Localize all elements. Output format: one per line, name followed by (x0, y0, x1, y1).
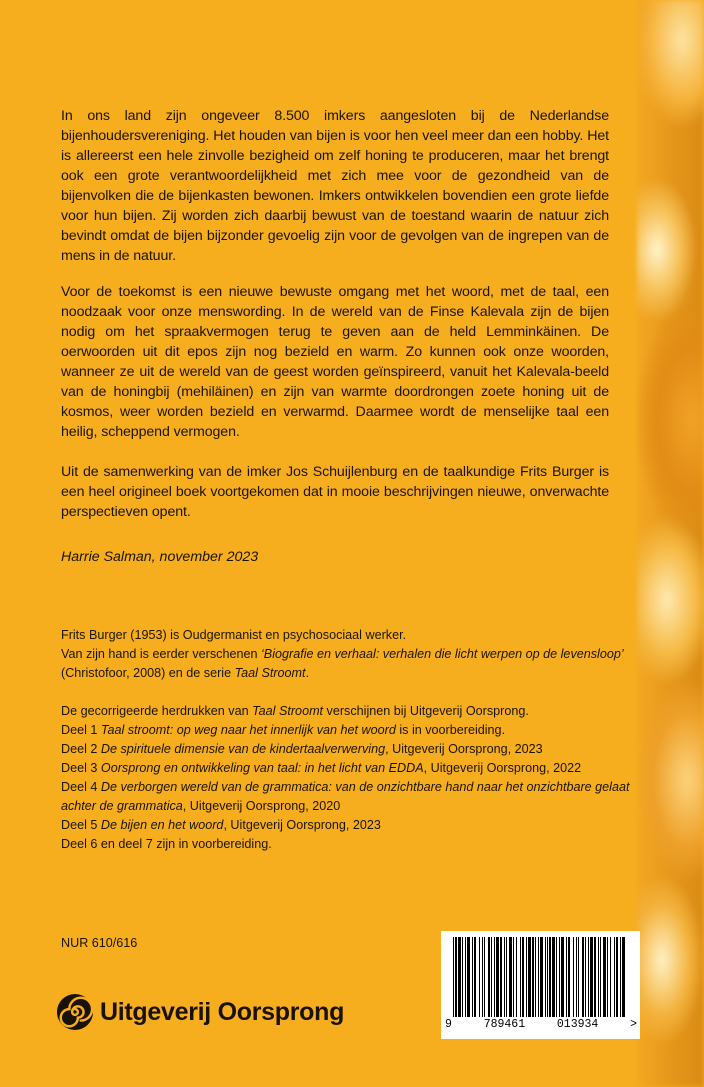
author-bio (61, 626, 630, 854)
barcode-bar (504, 937, 505, 1017)
barcode-bar (526, 937, 527, 1017)
series-item: Deel 4 De verborgen wereld van de grammatica: van de onzichtbare hand naar het onzichtbare gelaat (61, 780, 630, 794)
barcode-bar (462, 937, 463, 1017)
bio-line: (Christofoor, 2008) en de serie Taal Stroomt. (61, 666, 310, 680)
blurb-paragraph-1: In ons land zijn ongeveer 8.500 imkers aangesloten bij de Nederlandse bijenhoudersvereniging. Het houden van bijen is voor hen veel meer dan een hobby. Het is allereerst een hele zinvolle bezigheid om zelf honing te produceren, maar het brengt ook een grote verantwoordelijkheid met zich mee voor de gezondheid van de bijenvolken die de bijenkasten bewonen. Imkers ontwikkelen bovendien een grote liefde voor hun bijen. Zij worden zich daarbij bewust van de toestand waarin de natuur zich bevindt omdat de bijen bijzonder gevoelig zijn voor de gevolgen van de ingrepen van de mens in de natuur. (61, 108, 609, 264)
barcode-bar (472, 937, 473, 1017)
isbn-barcode (441, 931, 640, 1039)
barcode-bar (547, 937, 548, 1017)
barcode-bar (522, 937, 524, 1017)
barcode-bar (576, 937, 577, 1017)
barcode-bar (600, 937, 601, 1017)
barcode-bar (594, 937, 596, 1017)
barcode-bar (484, 937, 485, 1017)
bio-line: Van zijn hand is eerder verschenen ‘Biografie en verhaal: verhalen die licht werpen op de levensloop’ (61, 647, 624, 661)
barcode-bar (474, 937, 476, 1017)
barcode-bar (479, 937, 480, 1017)
nur-code: NUR 610/616 (61, 936, 138, 950)
barcode-bar (556, 937, 557, 1017)
barcode-bar (603, 937, 606, 1017)
barcode-bar (516, 937, 517, 1017)
series-item: Deel 1 Taal stroomt: op weg naar het innerlijk van het woord is in voorbereiding. (61, 723, 506, 737)
barcode-bar (559, 937, 560, 1017)
barcode-bar (506, 937, 507, 1017)
barcode-bar (620, 937, 621, 1017)
barcode-bar (509, 937, 512, 1017)
barcode-bar (552, 937, 555, 1017)
barcode-bar (573, 937, 574, 1017)
barcode-bar (616, 937, 618, 1017)
blurb-paragraph-3: Uit de samenwerking van de imker Jos Schuijlenburg en de taalkundige Frits Burger is een heel origineel boek voortgekomen dat in mooie beschrijvingen nieuwe, onverwachte perspectieven opent. (61, 464, 609, 520)
barcode-bar (568, 937, 570, 1017)
series-item: Deel 2 De spirituele dimensie van de kindertaalverwerving, Uitgeverij Oorsprong, 2023 (61, 742, 543, 756)
barcode-bar (540, 937, 543, 1017)
honeycomb-image-strip (637, 0, 704, 1087)
series-item: Deel 5 De bijen en het woord, Uitgeverij Oorsprong, 2023 (61, 818, 381, 832)
barcode-bar (561, 937, 564, 1017)
barcode-bar (585, 937, 586, 1017)
barcode-bar (491, 937, 492, 1017)
barcode-bar (458, 937, 461, 1017)
publisher-logo (56, 993, 344, 1031)
barcode-bar (607, 937, 608, 1017)
series-item: Deel 6 en deel 7 zijn in voorbereiding. (61, 837, 272, 851)
barcode-bar (610, 937, 611, 1017)
barcode-bar (467, 937, 470, 1017)
barcode-bar (590, 937, 593, 1017)
barcode-digit: 789461 (483, 1018, 526, 1031)
barcode-digit: 013934 (556, 1018, 599, 1031)
blurb-signature: Harrie Salman, november 2023 (61, 549, 259, 565)
barcode-bar (614, 937, 615, 1017)
barcode-bars (447, 937, 634, 1017)
barcode-bar (578, 937, 579, 1017)
barcode-bar (528, 937, 531, 1017)
bio-line: Frits Burger (1953) is Oudgermanist en psychosociaal werker. (61, 628, 407, 642)
series-item: Deel 3 Oorsprong en ontwikkeling van taal: in het licht van EDDA, Uitgeverij Oorsprong, 2022 (61, 761, 582, 775)
barcode-bar (582, 937, 584, 1017)
barcode-bar (549, 937, 551, 1017)
barcode-bar (532, 937, 534, 1017)
barcode-bar (520, 937, 521, 1017)
barcode-bar (494, 937, 495, 1017)
barcode-bar (535, 937, 536, 1017)
barcode-bar (538, 937, 539, 1017)
barcode-bar (465, 937, 466, 1017)
barcode-digit: > (630, 1018, 637, 1031)
barcode-bar (453, 937, 454, 1017)
barcode-bar (500, 937, 502, 1017)
barcode-bar (455, 937, 457, 1017)
spiral-icon (56, 993, 94, 1031)
series-intro: De gecorrigeerde herdrukken van Taal Stroomt verschijnen bij Uitgeverij Oorsprong. (61, 704, 529, 718)
barcode-bar (588, 937, 589, 1017)
series-item-continued: achter de grammatica, Uitgeverij Oorsprong, 2020 (61, 799, 341, 813)
barcode-digit: 9 (445, 1018, 452, 1031)
barcode-bar (513, 937, 514, 1017)
barcode-bar (545, 937, 546, 1017)
barcode-bar (496, 937, 499, 1017)
blurb-paragraph-2: Voor de toekomst is een nieuwe bewuste omgang met het woord, met de taal, een noodzaak voor onze menswording. In de wereld van de Finse Kalevala zijn de bijen nodig om het spraakvermogen terug te geven aan de held Lemminkäinen. De oerwoorden uit dit epos zijn nog bezield en warm. Zo kunnen ook onze woorden, wanneer ze uit de wereld van de geest worden geïnspireerd, vanuit het Kalevala-beeld van de honingbij (mehiläinen) en zijn van warmte doordrongen zoete honing uit de kosmos, weer worden bezield en verwarmd. Daarmee wordt de menselijke taal een heilig, scheppend vermogen. (61, 284, 609, 440)
barcode-digits (445, 1018, 637, 1031)
barcode-bar (488, 937, 490, 1017)
barcode-bar (566, 937, 567, 1017)
publisher-name: Uitgeverij Oorsprong (100, 997, 345, 1026)
barcode-bar (622, 937, 625, 1017)
barcode-bar (482, 937, 483, 1017)
barcode-bar (598, 937, 599, 1017)
